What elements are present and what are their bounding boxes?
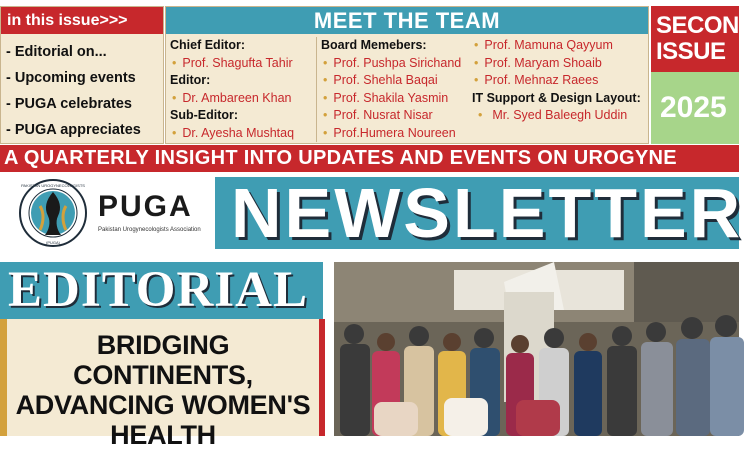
svg-text:(PUGA): (PUGA) <box>46 240 60 245</box>
second-issue-line2: ISSUE <box>656 38 726 65</box>
group-photo[interactable] <box>334 262 739 436</box>
board-members-column-2 <box>472 37 648 125</box>
second-issue-line1: SECOND <box>656 12 756 39</box>
puga-logo-emblem-icon <box>18 178 88 248</box>
in-this-issue-panel <box>0 6 164 144</box>
editorial-title-line: BRIDGING CONTINENTS, <box>73 330 253 390</box>
it-support-label: IT Support & Design Layout: <box>472 90 641 105</box>
issue-list <box>1 34 163 144</box>
issue-year: 2025 <box>651 72 739 144</box>
board-member: • Prof. Mamuna Qayyum <box>472 37 648 55</box>
sub-editor-label: Sub-Editor: <box>170 108 239 122</box>
editorial-title-line: HEALTH <box>110 420 216 450</box>
board-member: • Prof. Shakila Yasmin <box>321 90 474 108</box>
editors-column <box>170 37 310 142</box>
editorial-heading-banner <box>0 262 323 319</box>
puga-logo-name: PUGA <box>98 190 193 223</box>
editorial-title[interactable] <box>7 319 319 450</box>
second-issue-label <box>651 6 756 72</box>
editorial-heading: EDITORIAL <box>8 262 308 318</box>
board-members-label: Board Memebers: <box>321 38 427 52</box>
sub-editor-name: • Dr. Ayesha Mushtaq <box>170 125 310 143</box>
puga-logo[interactable] <box>18 178 213 248</box>
meet-the-team-panel <box>165 6 649 144</box>
board-member: • Prof. Maryam Shoaib <box>472 55 648 73</box>
issue-item-puga-celebrates[interactable]: - PUGA celebrates <box>6 96 132 112</box>
board-members-column <box>316 37 474 142</box>
tagline-banner: A QUARTERLY INSIGHT INTO UPDATES AND EVENTS ON UROGYNE <box>0 145 739 172</box>
board-member: • Prof. Nusrat Nisar <box>321 107 474 125</box>
board-member: • Prof. Shehla Baqai <box>321 72 474 90</box>
newsletter-masthead: NEWSLETTER <box>215 177 739 249</box>
issue-item-editorial[interactable]: - Editorial on... <box>6 44 107 60</box>
board-member: • Prof. Pushpa Sirichand <box>321 55 474 73</box>
it-support-name: • Mr. Syed Baleegh Uddin <box>472 107 648 125</box>
issue-badge <box>651 6 756 144</box>
in-this-issue-heading: in this issue>>> <box>1 7 163 34</box>
puga-logo-subtitle: Pakistan Urogynecologists Association <box>98 227 201 233</box>
board-member: • Prof.Humera Noureen <box>321 125 474 143</box>
editorial-title-box <box>0 319 325 450</box>
board-member: • Prof. Mehnaz Raees <box>472 72 648 90</box>
editorial-title-line: ADVANCING WOMEN'S <box>15 390 311 420</box>
editor-label: Editor: <box>170 73 211 87</box>
svg-text:PAKISTAN UROGYNECOLOGISTS: PAKISTAN UROGYNECOLOGISTS <box>21 183 85 188</box>
issue-item-upcoming-events[interactable]: - Upcoming events <box>6 70 136 86</box>
editor-name: • Dr. Ambareen Khan <box>170 90 310 108</box>
chief-editor-label: Chief Editor: <box>170 38 245 52</box>
issue-item-puga-appreciates[interactable]: - PUGA appreciates <box>6 122 141 138</box>
chief-editor-name: • Prof. Shagufta Tahir <box>170 55 310 73</box>
meet-the-team-heading: MEET THE TEAM <box>166 7 648 34</box>
